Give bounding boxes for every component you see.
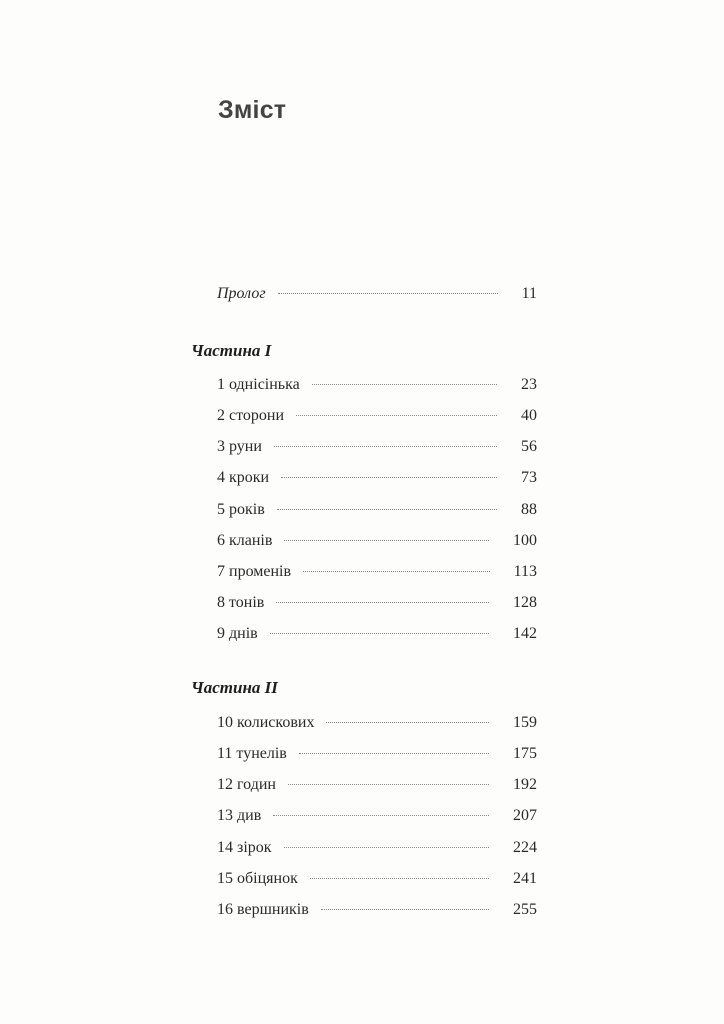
toc-entry bbox=[217, 838, 537, 858]
toc-page-number: 23 bbox=[521, 376, 537, 393]
dot-leader bbox=[276, 602, 489, 603]
toc-entry-label: 9 днів bbox=[217, 625, 258, 642]
toc-entry bbox=[217, 562, 537, 582]
toc-entry-label: 4 кроки bbox=[217, 469, 270, 486]
toc-entry-label: Пролог bbox=[217, 285, 266, 302]
toc-page-number: 142 bbox=[513, 625, 537, 642]
toc-entry bbox=[217, 775, 537, 795]
toc-entry bbox=[217, 531, 537, 551]
dot-leader bbox=[274, 446, 497, 447]
toc-page-number: 207 bbox=[513, 807, 537, 824]
toc-page-number: 175 bbox=[513, 745, 537, 762]
toc-entry-label: 3 руни bbox=[217, 438, 262, 455]
toc-page-number: 11 bbox=[521, 285, 537, 302]
toc-entry-prologue bbox=[217, 284, 537, 304]
toc-page-number: 255 bbox=[513, 901, 537, 918]
toc-entry-label: 11 тунелів bbox=[217, 745, 287, 762]
toc-page-number: 88 bbox=[521, 501, 537, 518]
toc-entry-label: 5 років bbox=[217, 501, 265, 518]
toc-entry bbox=[217, 713, 537, 733]
toc-entry-label: 6 кланів bbox=[217, 532, 273, 549]
toc-entry-label: 15 обіцянок bbox=[217, 870, 298, 887]
dot-leader bbox=[277, 509, 497, 510]
dot-leader bbox=[273, 815, 489, 816]
toc-entry-label: 2 сторони bbox=[217, 407, 285, 424]
toc-entry-label: 1 однісінька bbox=[217, 376, 300, 393]
toc-entry bbox=[217, 406, 537, 426]
page-title: Зміст bbox=[218, 96, 287, 124]
dot-leader bbox=[296, 415, 497, 416]
toc-entry bbox=[217, 500, 537, 520]
toc-entry bbox=[217, 744, 537, 764]
toc-entry bbox=[217, 624, 537, 644]
toc-entry-label: 14 зірок bbox=[217, 839, 272, 856]
toc-entry-label: 16 вершників bbox=[217, 901, 309, 918]
dot-leader bbox=[321, 909, 489, 910]
dot-leader bbox=[281, 477, 497, 478]
toc-entry bbox=[217, 869, 537, 889]
toc-page-number: 159 bbox=[513, 714, 537, 731]
dot-leader bbox=[299, 753, 489, 754]
dot-leader bbox=[310, 878, 489, 879]
toc-entry-label: 10 колискових bbox=[217, 714, 315, 731]
dot-leader bbox=[278, 293, 498, 294]
dot-leader bbox=[312, 384, 497, 385]
toc-entry bbox=[217, 900, 537, 920]
dot-leader bbox=[326, 722, 489, 723]
toc-page-number: 224 bbox=[513, 839, 537, 856]
toc-entry bbox=[217, 468, 537, 488]
dot-leader bbox=[303, 571, 490, 572]
toc-page-number: 128 bbox=[513, 594, 537, 611]
toc-entry bbox=[217, 437, 537, 457]
toc-page-number: 113 bbox=[513, 563, 537, 580]
toc-page-number: 56 bbox=[521, 438, 537, 455]
dot-leader bbox=[270, 633, 489, 634]
toc-entry-label: 7 променів bbox=[217, 563, 292, 580]
toc-entry bbox=[217, 593, 537, 613]
part-heading: Частина II bbox=[191, 678, 278, 697]
dot-leader bbox=[284, 540, 489, 541]
toc-entry-label: 12 годин bbox=[217, 776, 276, 793]
toc-entry bbox=[217, 806, 537, 826]
toc-page-number: 100 bbox=[513, 532, 537, 549]
toc-entry bbox=[217, 375, 537, 395]
dot-leader bbox=[284, 847, 489, 848]
toc-entry-label: 8 тонів bbox=[217, 594, 265, 611]
toc-entry-label: 13 див bbox=[217, 807, 262, 824]
part-heading: Частина I bbox=[191, 341, 272, 360]
toc-page-number: 192 bbox=[513, 776, 537, 793]
dot-leader bbox=[288, 784, 489, 785]
toc-page-number: 40 bbox=[521, 407, 537, 424]
toc-page-number: 241 bbox=[513, 870, 537, 887]
toc-page-number: 73 bbox=[521, 469, 537, 486]
